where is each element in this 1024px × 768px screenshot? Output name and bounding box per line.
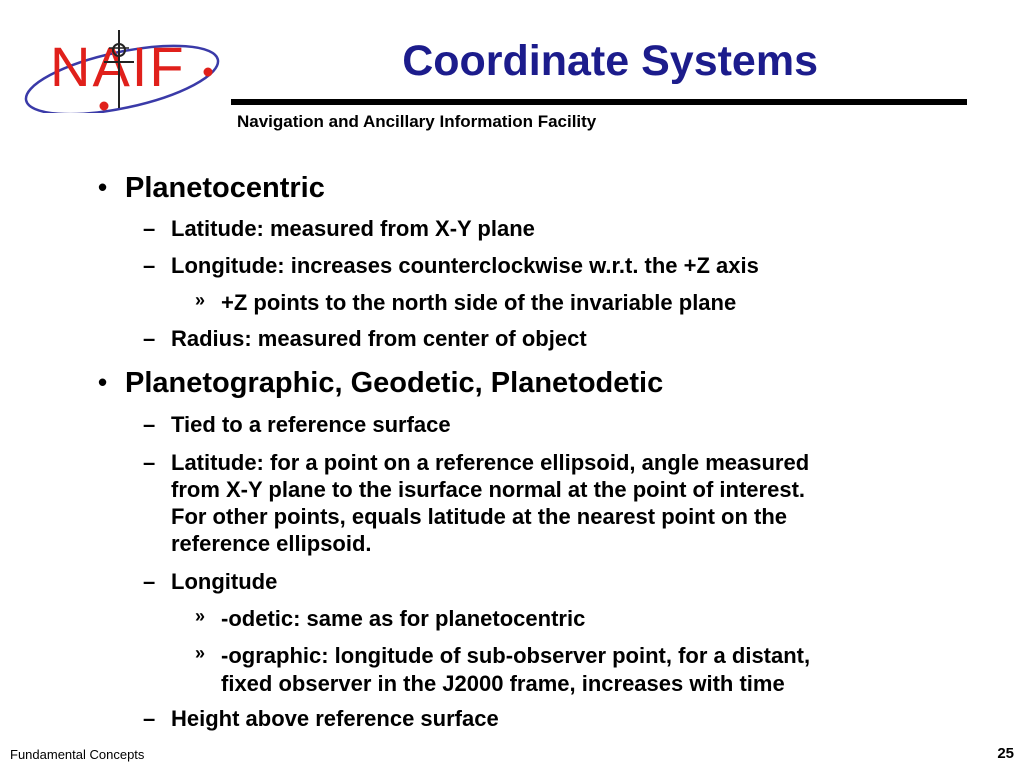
bullet-text: Latitude: measured from X-Y plane [171,216,535,241]
bullet-text: For other points, equals latitude at the nearest point on the [171,504,788,529]
bullet-marker: – [143,569,156,594]
bullet-marker: » [195,290,206,310]
page-subtitle: Navigation and Ancillary Information Facility [237,112,597,131]
bullet-marker: – [143,326,156,351]
bullet-marker: – [143,412,156,437]
bullet-marker: • [98,367,108,397]
bullet-marker: » [195,606,206,626]
bullet-text: fixed observer in the J2000 frame, increases with time [221,671,785,696]
bullet-text: reference ellipsoid. [171,531,372,556]
logo-text: NAIF [50,35,186,98]
bullet-marker: – [143,450,156,475]
bullet-text: Tied to a reference surface [171,412,451,437]
bullet-marker: » [195,643,206,663]
bullet-text: Latitude: for a point on a reference ellipsoid, angle measured [171,450,810,475]
bullet-text: Longitude: increases counterclockwise w.r.t. the +Z axis [171,253,759,278]
bullet-marker: • [98,172,108,202]
bullet-text: Planetographic, Geodetic, Planetodetic [125,367,664,399]
bullet-text: Planetocentric [125,172,325,204]
bullet-text: +Z points to the north side of the invariable plane [221,290,737,315]
bullet-text: -odetic: same as for planetocentric [221,606,586,631]
bullet-text: Longitude [171,569,278,594]
page-number: 25 [997,745,1014,762]
bullet-marker: – [143,706,156,731]
bullet-marker: – [143,216,156,241]
bullet-text: -ographic: longitude of sub-observer point, for a distant, [221,643,811,668]
bullet-text: from X-Y plane to the isurface normal at the point of interest. [171,477,806,502]
bullet-text: Height above reference surface [171,706,499,731]
footer-label: Fundamental Concepts [10,747,145,762]
bullet-text: Radius: measured from center of object [171,326,587,351]
bullet-marker: – [143,253,156,278]
page-title: Coordinate Systems [402,37,818,85]
